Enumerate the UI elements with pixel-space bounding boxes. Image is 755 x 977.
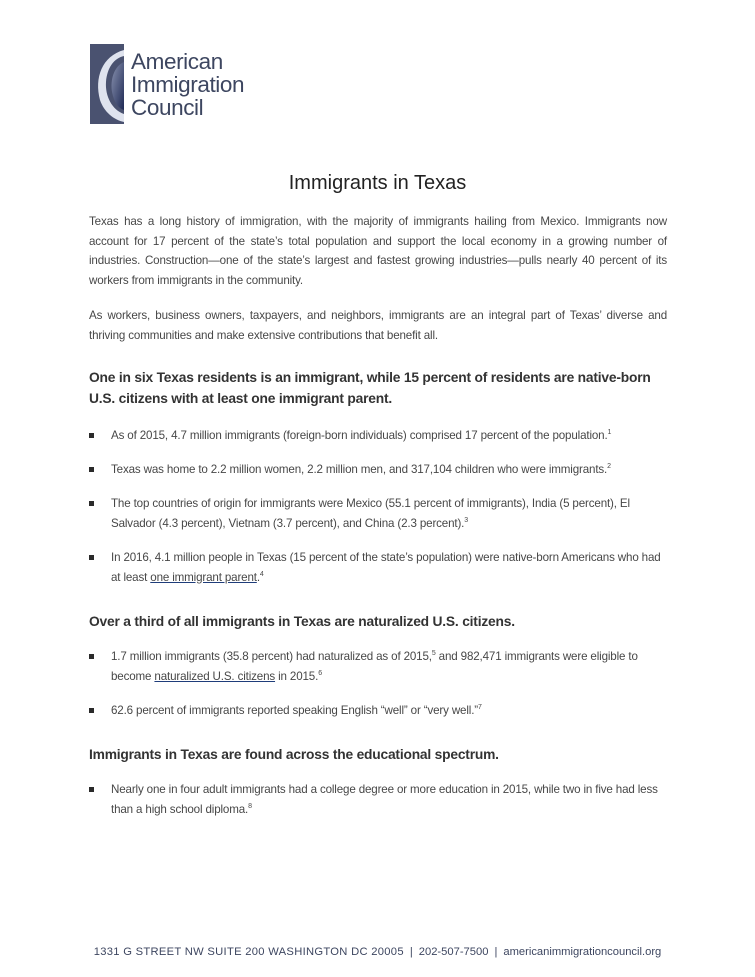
list-item: [89, 548, 667, 587]
list-item: [89, 780, 667, 819]
list-item-text: Texas was home to 2.2 million women, 2.2 million men, and 317,104 children who were immigrants.$^2$: [111, 463, 611, 476]
list-item-text: As of 2015, 4.7 million immigrants (foreign-born individuals) comprised 17 percent of the population.$^1$: [111, 429, 612, 442]
list-item: [89, 494, 667, 533]
list-item: [89, 426, 667, 446]
bullet-square-icon: [89, 708, 94, 713]
footer-address: 1331 G STREET NW SUITE 200 WASHINGTON DC 20005: [93, 946, 404, 958]
logo-wordmark: [131, 50, 244, 119]
link-one-immigrant-parent[interactable]: one immigrant parent: [150, 570, 257, 584]
footer-separator: |: [409, 946, 413, 958]
bullet-square-icon: [89, 433, 94, 438]
link-naturalized-citizens[interactable]: naturalized U.S. citizens: [154, 669, 276, 683]
footer-phone: 202-507-7500: [418, 946, 489, 958]
list-item: [89, 647, 667, 686]
page-title: Immigrants in Texas: [288, 172, 467, 194]
bullet-square-icon: [89, 501, 94, 506]
logo-mark-icon: [90, 44, 124, 124]
section-heading-residents: One in six Texas residents is an immigrant, while 15 percent of residents are native-born U.S. citizens with at least one immigrant parent.: [89, 370, 651, 406]
logo-line-3: Council: [131, 95, 204, 120]
intro-paragraph-1: Texas has a long history of immigration, with the majority of immigrants hailing from Mexico. Immigrants now account for 17 percent of the state’s total population and support the local economy in a growing number of industries. Construction—one of the state’s largest and fastest growing industries—pulls nearly 40 percent of its workers from immigrants in the community.: [89, 215, 667, 287]
logo-line-2: Immigration: [131, 72, 245, 97]
list-item-text: The top countries of origin for immigrants were Mexico (55.1 percent of immigrants), India (5 percent), El Salvador (4.3 percent), Vietnam (3.7 percent), and China (2.3 percent).$^3$: [111, 497, 630, 530]
bullet-square-icon: [89, 467, 94, 472]
list-item-text: In 2016, 4.1 million people in Texas (15 percent of the state’s population) were native-born Americans who had at least one immigrant parent.$^4$: [111, 551, 661, 584]
bullet-square-icon: [89, 555, 94, 560]
bullet-square-icon: [89, 787, 94, 792]
council-logo: [90, 44, 260, 126]
intro-paragraph-2: As workers, business owners, taxpayers, and neighbors, immigrants are an integral part of Texas’ diverse and thriving communities and make extensive contributions that benefit all.: [89, 309, 667, 342]
list-item: [89, 460, 667, 480]
page-footer: [0, 946, 755, 958]
list-item-text: Nearly one in four adult immigrants had a college degree or more education in 2015, while two in five had less than a high school diploma.$^8$: [111, 783, 658, 816]
section-heading-education: Immigrants in Texas are found across the educational spectrum.: [89, 747, 499, 762]
list-item: [89, 701, 667, 721]
bullet-square-icon: [89, 654, 94, 659]
section-heading-naturalized: Over a third of all immigrants in Texas are naturalized U.S. citizens.: [89, 614, 515, 629]
list-item-text: 62.6 percent of immigrants reported speaking English “well” or “very well.”$^7$: [111, 704, 482, 717]
footer-website-link[interactable]: americanimmigrationcouncil.org: [503, 946, 662, 958]
list-item-text: 1.7 million immigrants (35.8 percent) had naturalized as of 2015,$^5$ and 982,471 immigrants were eligible to become naturalized U.S. citizens in 2015.$^6$: [111, 650, 638, 683]
logo-line-1: American: [131, 49, 223, 74]
footer-separator: |: [494, 946, 498, 958]
